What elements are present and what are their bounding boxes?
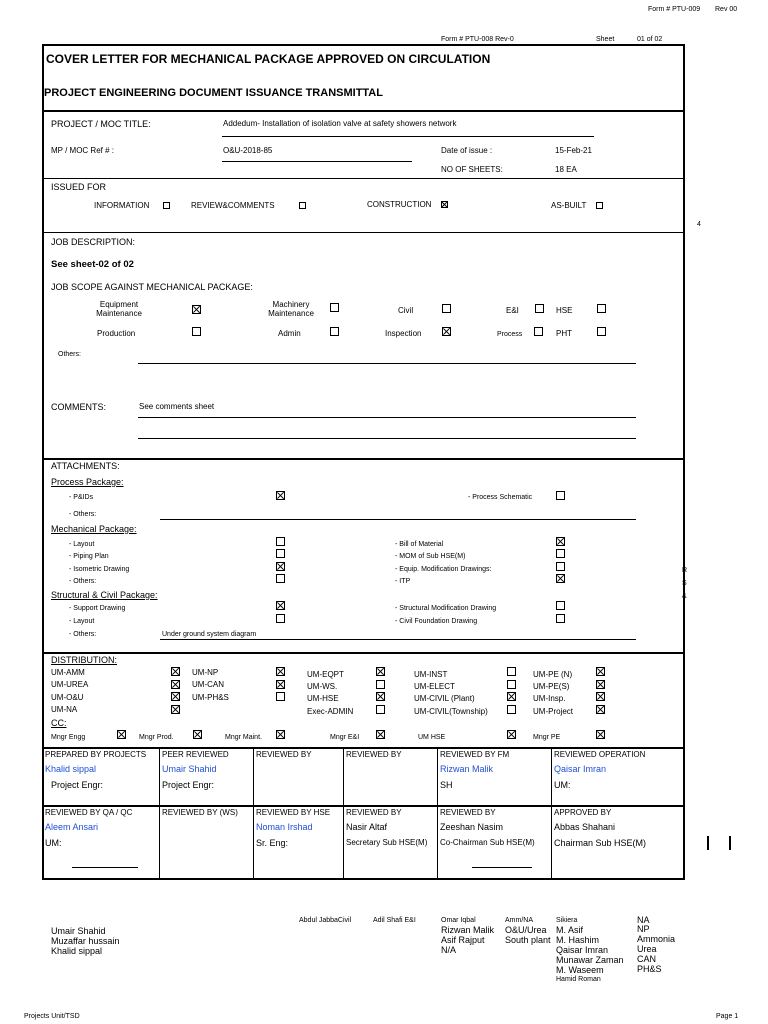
margin-mark: 4: [697, 221, 701, 228]
cc-mngr-prod-checkbox[interactable]: [193, 730, 202, 739]
dist-um-np-checkbox[interactable]: [276, 667, 285, 676]
dist-um-ws: UM-WS.: [307, 682, 338, 691]
att-itp-label: - ITP: [395, 578, 411, 585]
signoff-r1-role-1: Project Engr:: [51, 780, 104, 790]
scope-inspection-checkbox[interactable]: [442, 327, 451, 336]
cc-label: CC:: [51, 718, 67, 728]
scope-machinery-checkbox[interactable]: [330, 303, 339, 312]
issued-for-label: ISSUED FOR: [51, 182, 107, 192]
signoff-r2-name-4: Nasir Altaf: [346, 822, 388, 832]
footer-name-1: Umair Shahid: [51, 926, 106, 936]
structural-package-label: Structural & Civil Package:: [51, 590, 158, 600]
att-mom-checkbox[interactable]: [556, 549, 565, 558]
top-revision: Rev 00: [715, 6, 738, 13]
dist-um-na: UM-NA: [51, 705, 78, 714]
divider: [44, 178, 684, 179]
footer-sik-3: M. Hashim: [556, 935, 600, 945]
job-scope-label: JOB SCOPE AGAINST MECHANICAL PACKAGE:: [51, 282, 253, 292]
att-piping-checkbox[interactable]: [276, 549, 285, 558]
sheets-value: 18 EA: [555, 165, 577, 174]
comments-value: See comments sheet: [139, 402, 215, 411]
issued-information-checkbox[interactable]: [163, 202, 170, 209]
att-mom-label: - MOM of Sub HSE(M): [395, 553, 466, 560]
footer-unit-2: NP: [637, 924, 650, 934]
signoff-r2-name-1: Aleem Ansari: [45, 822, 99, 832]
sheet-label: Sheet: [596, 36, 615, 43]
signoff-r1-role-6: UM:: [554, 780, 571, 790]
footer-unit-6: PH&S: [637, 964, 662, 974]
issued-review-checkbox[interactable]: [299, 202, 306, 209]
signoff-r2-role-5: Co-Chairman Sub HSE(M): [440, 838, 535, 847]
att-civilfound-label: - Civil Foundation Drawing: [395, 618, 478, 625]
signoff-r1-header-3: REVIEWED BY: [256, 750, 312, 759]
signoff-r2-role-6: Chairman Sub HSE(M): [554, 838, 647, 848]
cc-mngr-ei-checkbox[interactable]: [376, 730, 385, 739]
dist-um-civil-plant: UM-CIVIL (Plant): [414, 694, 475, 703]
scope-pht-checkbox[interactable]: [597, 327, 606, 336]
scope-civil-label: Civil: [398, 306, 414, 315]
att-schematic-label: - Process Schematic: [468, 494, 533, 501]
form-title: COVER LETTER FOR MECHANICAL PACKAGE APPROVED ON CIRCULATION: [46, 52, 491, 66]
margin-mark: &: [682, 593, 687, 600]
att-structmod-checkbox[interactable]: [556, 601, 565, 610]
att-civilfound-checkbox[interactable]: [556, 614, 565, 623]
signoff-r2-role-4: Secretary Sub HSE(M): [346, 838, 428, 847]
scope-others-line: [138, 363, 636, 364]
att-support-checkbox[interactable]: [276, 601, 285, 610]
date-value: 15-Feb-21: [555, 146, 592, 155]
dist-um-amm-checkbox[interactable]: [171, 667, 180, 676]
project-title-label: PROJECT / MOC TITLE:: [51, 119, 151, 129]
scope-equipment-checkbox[interactable]: [192, 305, 201, 314]
signoff-r1-name-1: Khalid sippal: [45, 764, 97, 774]
att-struct-others-label: - Others:: [69, 631, 97, 638]
ref-line: [222, 161, 412, 162]
dist-um-civil-township: UM-CIVIL(Township): [414, 707, 488, 716]
signoff-r2-name-6: Abbas Shahani: [554, 822, 616, 832]
signoff-r1-header-2: PEER REVIEWED: [162, 750, 229, 759]
att-bom-checkbox[interactable]: [556, 537, 565, 546]
att-process-others-label: - Others:: [69, 511, 97, 518]
footer-sik-5: Munawar Zaman: [556, 955, 624, 965]
distribution-label: DISTRIBUTION:: [51, 655, 118, 665]
scope-pht-label: PHT: [556, 329, 572, 338]
footer-name-3: Khalid sippal: [51, 946, 103, 956]
scope-admin-checkbox[interactable]: [330, 327, 339, 336]
scope-hse-checkbox[interactable]: [597, 304, 606, 313]
scope-process-label: Process: [497, 331, 523, 338]
signoff-r1-name-2: Umair Shahid: [162, 764, 217, 774]
signoff-r2-header-5: REVIEWED BY: [440, 808, 496, 817]
signoff-r2-header-4: REVIEWED BY: [346, 808, 402, 817]
scope-process-checkbox[interactable]: [534, 327, 543, 336]
dist-exec-admin-checkbox[interactable]: [376, 705, 385, 714]
margin-bar: [707, 836, 709, 850]
dist-um-insp: UM-Insp.: [533, 694, 566, 703]
divider: [43, 652, 685, 654]
comments-label: COMMENTS:: [51, 402, 106, 412]
signoff-r1-name-6: Qaisar Imran: [554, 764, 607, 774]
margin-mark: R: [682, 567, 688, 574]
dist-um-civil-township-checkbox[interactable]: [507, 705, 516, 714]
dist-um-ou: UM-O&U: [51, 693, 84, 702]
cc-mngr-maint: Mngr Maint.: [225, 734, 262, 741]
issued-asbuilt-label: AS-BUILT: [551, 201, 587, 210]
scope-hse-label: HSE: [556, 306, 573, 315]
comments-line: [138, 417, 636, 418]
scope-production-label: Production: [97, 329, 136, 338]
footer-sik-2: M. Asif: [556, 925, 584, 935]
signoff-r1-role-5: SH: [440, 780, 453, 790]
signoff-top-border: [43, 747, 685, 749]
att-process-others-line: [160, 519, 636, 520]
footer-left: Projects Unit/TSD: [24, 1013, 80, 1020]
att-itp-checkbox[interactable]: [556, 574, 565, 583]
divider: [44, 232, 684, 233]
scope-equipment-label: Equipment Maintenance: [96, 300, 142, 318]
dist-um-inst-checkbox[interactable]: [507, 667, 516, 676]
signoff-col-divider: [159, 748, 160, 878]
dist-um-can-checkbox[interactable]: [276, 680, 285, 689]
scope-others-label: Others:: [58, 351, 81, 358]
att-piping-label: - Piping Plan: [69, 553, 109, 560]
footer-sik-1: Sikiera: [556, 917, 578, 924]
dist-um-np: UM-NP: [192, 668, 219, 677]
footer-amm-1: Amm/NA: [505, 917, 533, 924]
process-package-label: Process Package:: [51, 477, 124, 487]
att-mech-others-label: - Others:: [69, 578, 97, 585]
signoff-r2-header-3: REVIEWED BY HSE: [256, 808, 331, 817]
signoff-r2-name-3: Noman Irshad: [256, 822, 313, 832]
signoff-r1-role-2: Project Engr:: [162, 780, 215, 790]
footer-unit-1: NA: [637, 915, 650, 925]
cc-mngr-prod: Mngr Prod.: [139, 734, 174, 741]
att-structmod-label: - Structural Modification Drawing: [395, 605, 497, 612]
issued-construction-label: CONSTRUCTION: [367, 200, 432, 209]
footer-omar-1: Omar Iqbal: [441, 917, 476, 924]
signoff-r1-header-6: REVIEWED OPERATION: [554, 750, 646, 759]
project-title-line: [222, 136, 594, 137]
signoff-col-divider: [253, 748, 254, 878]
scope-inspection-label: Inspection: [385, 329, 422, 338]
dist-um-eqpt-checkbox[interactable]: [376, 667, 385, 676]
dist-um-civil-plant-checkbox[interactable]: [507, 692, 516, 701]
dist-um-urea: UM-UREA: [51, 680, 89, 689]
signoff-r1-header-4: REVIEWED BY: [346, 750, 402, 759]
dist-um-amm: UM-AMM: [51, 668, 85, 677]
issued-information-label: INFORMATION: [94, 201, 150, 210]
dist-um-pe-n-checkbox[interactable]: [596, 667, 605, 676]
att-layout-label: - Layout: [69, 541, 95, 548]
footer-page: Page 1: [716, 1013, 739, 1020]
signoff-r2-header-2: REVIEWED BY (WS): [162, 808, 238, 817]
margin-bar: [729, 836, 731, 850]
signoff-r1-header-1: PREPARED BY PROJECTS: [45, 750, 147, 759]
footer-amm-2: O&U/Urea: [505, 925, 547, 935]
footer-unit-5: CAN: [637, 954, 657, 964]
scope-ei-checkbox[interactable]: [535, 304, 544, 313]
att-isometric-checkbox[interactable]: [276, 562, 285, 571]
issued-review-label: REVIEW&COMMENTS: [191, 201, 275, 210]
cc-um-hse-checkbox[interactable]: [507, 730, 516, 739]
att-isometric-label: - Isometric Drawing: [69, 566, 130, 573]
date-label: Date of issue :: [441, 146, 493, 155]
cc-mngr-engg: Mngr Engg: [51, 734, 86, 741]
dist-um-eqpt: UM-EQPT: [307, 670, 344, 679]
dist-um-phs-checkbox[interactable]: [276, 692, 285, 701]
cc-mngr-pe-checkbox[interactable]: [596, 730, 605, 739]
project-title-value: Addedum- Installation of isolation valve at safety showers network: [223, 119, 457, 128]
footer-omar-3: Asif Rajput: [441, 935, 485, 945]
att-equipmod-label: - Equip. Modification Drawings:: [395, 566, 492, 573]
dist-um-hse: UM-HSE: [307, 694, 339, 703]
signoff-mid-border: [43, 805, 685, 807]
footer-omar-2: Rizwan Malik: [441, 925, 495, 935]
scope-machinery-label: Machinery Maintenance: [268, 300, 314, 318]
dist-um-ou-checkbox[interactable]: [171, 692, 180, 701]
footer-sik-4: Qaisar Imran: [556, 945, 609, 955]
cc-mngr-ei: Mngr E&I: [330, 734, 360, 741]
sheet-value: 01 of 02: [637, 36, 663, 43]
dist-um-ws-checkbox[interactable]: [376, 680, 385, 689]
mechanical-package-label: Mechanical Package:: [51, 524, 137, 534]
attachments-label: ATTACHMENTS:: [51, 461, 120, 471]
dist-um-insp-checkbox[interactable]: [596, 692, 605, 701]
dist-um-urea-checkbox[interactable]: [171, 680, 180, 689]
dist-um-pe-s-checkbox[interactable]: [596, 680, 605, 689]
form-number: Form # PTU-008 Rev-0: [441, 36, 514, 43]
att-struct-layout-label: - Layout: [69, 618, 95, 625]
footer-sik-7: Hamid Roman: [556, 976, 601, 983]
dist-um-can: UM-CAN: [192, 680, 224, 689]
dist-um-project: UM-Project: [533, 707, 574, 716]
cc-mngr-engg-checkbox[interactable]: [117, 730, 126, 739]
cc-um-hse: UM HSE: [418, 734, 446, 741]
signoff-r1-name-5: Rizwan Malik: [440, 764, 494, 774]
cc-mngr-pe: Mngr PE: [533, 734, 561, 741]
signoff-col-divider: [551, 748, 552, 878]
footer-adil: Adil Shafi E&I: [373, 917, 416, 924]
footer-unit-4: Urea: [637, 944, 657, 954]
scope-production-checkbox[interactable]: [192, 327, 201, 336]
margin-mark: S: [682, 580, 687, 587]
signoff-col-divider: [343, 748, 344, 878]
job-description-label: JOB DESCRIPTION:: [51, 237, 136, 247]
form-subtitle: PROJECT ENGINEERING DOCUMENT ISSUANCE TRANSMITTAL: [44, 87, 383, 99]
att-support-label: - Support Drawing: [69, 605, 126, 612]
signoff-r2-name-5: Zeeshan Nasim: [440, 822, 504, 832]
att-bom-label: - Bill of Material: [395, 541, 444, 548]
signoff-col-divider: [437, 748, 438, 878]
signoff-r1-header-5: REVIEWED BY FM: [440, 750, 510, 759]
issued-construction-checkbox[interactable]: [441, 201, 448, 208]
top-form-number: Form # PTU-009: [648, 6, 701, 13]
dist-um-inst: UM-INST: [414, 670, 448, 679]
att-layout-checkbox[interactable]: [276, 537, 285, 546]
dist-um-elect: UM-ELECT: [414, 682, 455, 691]
dist-um-elect-checkbox[interactable]: [507, 680, 516, 689]
ref-value: O&U-2018-85: [223, 146, 273, 155]
signoff-r2-role-3: Sr. Eng:: [256, 838, 289, 848]
dist-um-project-checkbox[interactable]: [596, 705, 605, 714]
scope-ei-label: E&I: [506, 306, 519, 315]
sheets-label: NO OF SHEETS:: [441, 165, 503, 174]
scope-admin-label: Admin: [278, 329, 301, 338]
att-pids-label: - P&IDs: [69, 494, 94, 501]
job-description-value: See sheet-02 of 02: [51, 259, 134, 270]
att-struct-layout-checkbox[interactable]: [276, 614, 285, 623]
footer-abdul: Abdul JabbaCivil: [299, 917, 352, 924]
footer-amm-3: South plant: [505, 935, 551, 945]
att-mech-others-checkbox[interactable]: [276, 574, 285, 583]
dist-exec-admin: Exec-ADMIN: [307, 707, 354, 716]
footer-omar-4: N/A: [441, 945, 457, 955]
footer-name-2: Muzaffar hussain: [51, 936, 120, 946]
dist-um-phs: UM-PH&S: [192, 693, 229, 702]
footer-unit-3: Ammonia: [637, 934, 676, 944]
signature-line: [72, 867, 138, 868]
att-pids-checkbox[interactable]: [276, 491, 285, 500]
dist-um-na-checkbox[interactable]: [171, 705, 180, 714]
att-equipmod-checkbox[interactable]: [556, 562, 565, 571]
att-struct-others-line: [160, 639, 636, 640]
comments-line: [138, 438, 636, 439]
dist-um-pe-n: UM-PE (N): [533, 670, 573, 679]
signoff-r2-header-1: REVIEWED BY QA / QC: [45, 808, 133, 817]
scope-civil-checkbox[interactable]: [442, 304, 451, 313]
att-schematic-checkbox[interactable]: [556, 491, 565, 500]
dist-um-hse-checkbox[interactable]: [376, 692, 385, 701]
signoff-r2-role-1: UM:: [45, 838, 62, 848]
cc-mngr-maint-checkbox[interactable]: [276, 730, 285, 739]
ref-label: MP / MOC Ref # :: [51, 146, 114, 155]
signature-line: [472, 867, 532, 868]
att-struct-others-value: Under ground system diagram: [162, 631, 257, 638]
signoff-r2-header-6: APPROVED BY: [554, 808, 612, 817]
issued-asbuilt-checkbox[interactable]: [596, 202, 603, 209]
footer-sik-6: M. Waseem: [556, 965, 604, 975]
dist-um-pe-s: UM-PE(S): [533, 682, 570, 691]
